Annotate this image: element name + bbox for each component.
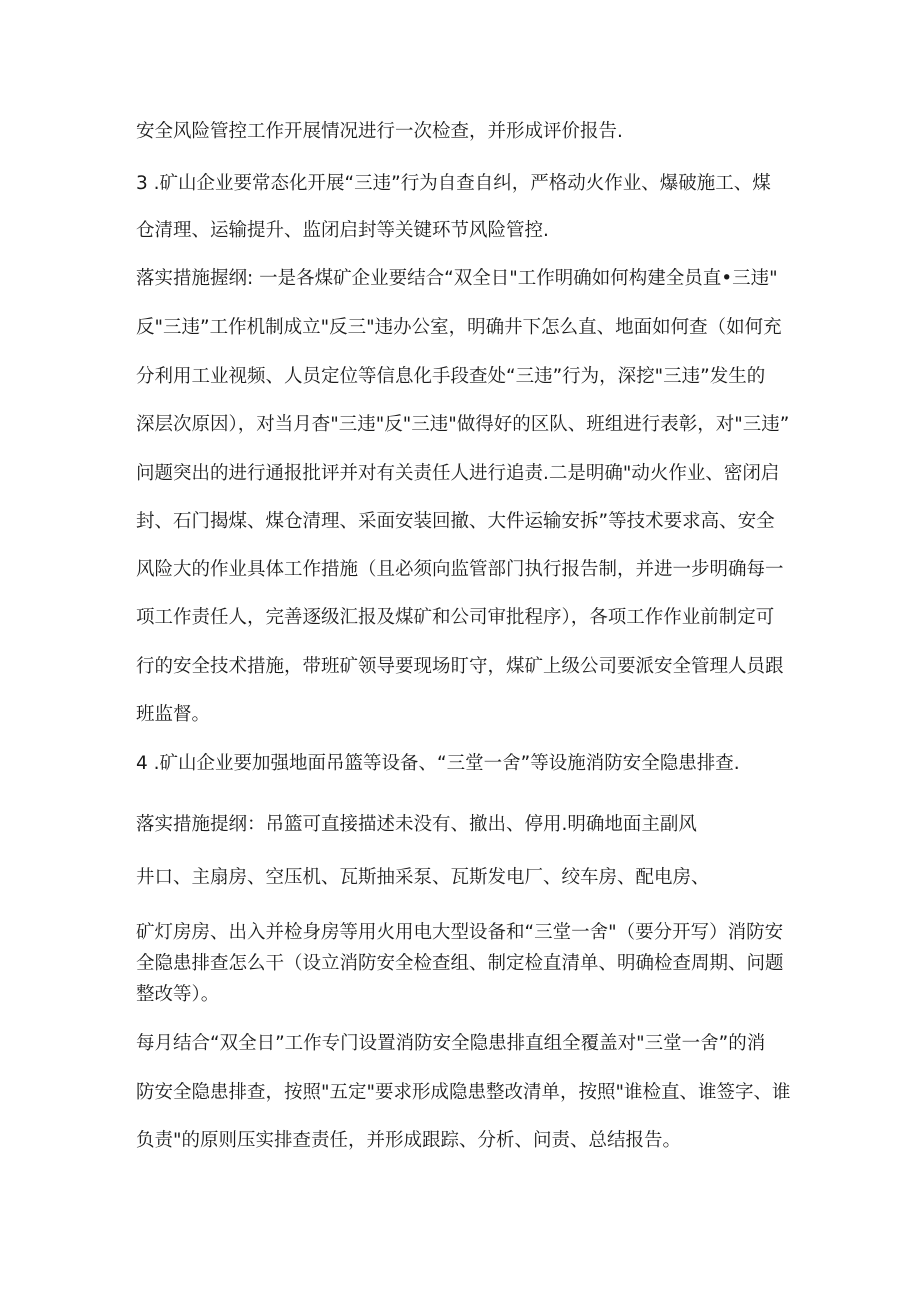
paragraph-line-18: 全隐患排查怎么干（设立消防安全检查组、制定检直清单、明确检查周期、问题	[136, 953, 784, 974]
paragraph-line-9: 封、石门揭煤、煤仓清理、采面安装回撤、大件运输安拆”等技术要求高、安全	[136, 511, 775, 532]
paragraph-line-6: 分利用工业视频、人员定位等信息化手段查处“三违”行为，深挖"三违”发生的	[136, 366, 766, 387]
paragraph-line-1: 安全风险管控工作开展情况进行一次检查，并形成评价报告.	[136, 121, 623, 142]
paragraph-line-17: 矿灯房房、出入并检身房等用火用电大型设备和“三堂一舍"（要分开写）消防安	[136, 922, 784, 943]
paragraph-line-16: 井口、主扇房、空压机、瓦斯抽采泵、瓦斯发电厂、绞车房、配电房、	[136, 867, 710, 888]
paragraph-line-12: 行的安全技术措施，带班矿领导要现场盯守，煤矿上级公司要派安全管理人员跟	[136, 656, 784, 677]
paragraph-line-2: 3 .矿山企业要常态化开展“三违”行为自查自纠，严格动火作业、爆破施工、煤	[136, 173, 771, 194]
paragraph-line-5: 反"三违”工作机制成立"反三"违办公室，明确井下怎么直、地面如何查（如何充	[136, 317, 782, 338]
paragraph-line-20: 每月结合“双全日”工作专门设置消防安全隐患排直组全覆盖对"三堂一舍”的消	[136, 1033, 766, 1054]
paragraph-line-8: 问题突出的进行通报批评并对有关责任人进行追责.二是明确"动火作业、密闭启	[136, 463, 780, 484]
paragraph-line-3: 仓清理、运输提升、监闭启封等关键环节风险管控.	[136, 220, 549, 241]
paragraph-line-11: 项工作责任人，完善逐级汇报及煤矿和公司审批程序），各项工作作业前制定可	[136, 607, 775, 628]
paragraph-line-4: 落实措施握纲: 一是各煤矿企业要结合“双全日"工作明确如何构建全员直•三违"	[136, 268, 778, 289]
paragraph-line-13: 班监督。	[136, 704, 211, 725]
paragraph-line-7: 深层次原因），对当月杳"三违"反"三违"做得好的区队、班组进行表彰，对"三违”	[136, 414, 790, 435]
paragraph-line-14: 4 .矿山企业要加强地面吊篮等设备、“三堂一舍”等设施消防安全隐患排查.	[136, 753, 740, 774]
paragraph-line-21: 防安全隐患排查，按照"五定"要求形成隐患整改清单，按照"谁检直、谁签字、谁	[136, 1082, 791, 1103]
paragraph-line-22: 负责"的原则压实排查责任，并形成跟踪、分析、问责、总结报告。	[136, 1130, 682, 1151]
paragraph-line-10: 风险大的作业具体工作措施（且必须向监管部门执行报告制，并进一步明确每一	[136, 559, 784, 580]
paragraph-line-15: 落实措施提纲：吊篮可直接描述未没有、撤出、停用.明确地面主副风	[136, 814, 697, 835]
paragraph-line-19: 整改等）。	[136, 984, 220, 1005]
